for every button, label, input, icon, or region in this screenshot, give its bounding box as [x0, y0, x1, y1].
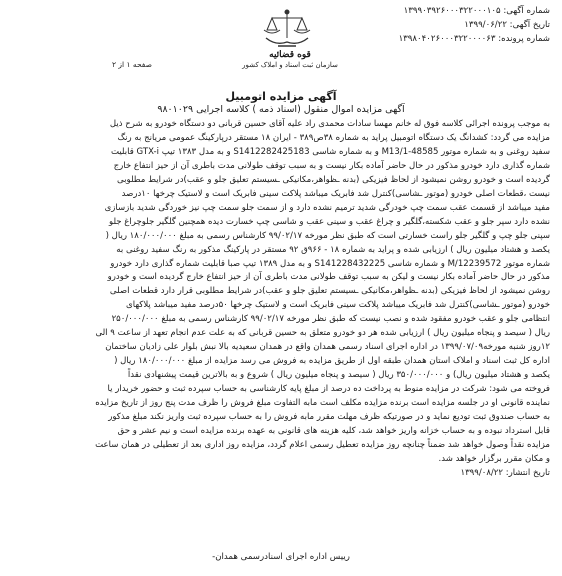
body-line: مذکور در حال حاضر آماده بکار نیست و لیکن به سبب توقف طولانی مدت باطری آن از حیز انتفاع خارج گردیده است و خودرو — [107, 272, 550, 283]
body-line: به موجب پرونده اجرائی کلاسه فوق له خانم مهسا سادات محمدی راد علیه آقای حسین قربانی دو دستگاه خودرو به شرح ذیل — [109, 119, 550, 129]
signature-line: رییس اداره اجرای اسنادرسمی همدان- — [212, 552, 350, 562]
body-line: نیست ،قطعات اصلی خودرو (موتور ـشاسی)کنترل شد فابریک میباشد پلاکت سینی فابریک است و لاستیک چرخها ۱۰درصد — [121, 188, 550, 199]
body-line: نشده دارد سپر جلو و عقب شکسته،گلگیر و چراغ عقب و سینی عقب و شاسی چپ خسارت دیده همچنین گلگیر جلوچراغ جلو — [109, 216, 550, 227]
notice-meta — [375, 4, 550, 46]
notice-number: شماره آگهی: ۱۳۹۹۰۳۹۲۶۰۰۰۳۲۲۰۰۰۱۰۵ — [403, 6, 550, 16]
body-line: قابل استرداد نبوده و به حساب خزانه واریز خواهد شد، کلیه هزینه های قانونی به عهده برنده مزایده است و نیم عشر و حق — [117, 425, 550, 436]
body-line: و مکان مقرر برگزار خواهد شد. — [438, 453, 550, 464]
notice-title: آگهی مزایده اتومبیل — [225, 90, 337, 103]
body-line: اداره کل ثبت اسناد و املاک استان همدان طبقه اول از طریق مزایده به فروش می رسد مزایده از مبلغ ۱۸۰/۰۰۰/۰۰۰ ریال ( — [114, 356, 550, 367]
body-line: مزایده می گردد: کشدانگ یک دستگاه اتومبیل پراید به شماره ۳۸ص۳۸۹ - ایران ۱۸ مستقر درپارکینگ عمومی مریانج به رنگ — [117, 132, 550, 143]
body-line: مزایده نقداً وصول خواهد شد ضمناً چنانچه روز مزایده تعطیل رسمی اعلام گردد، مزایده روز اداری بعد از تعطیلی در همان ساعت — [95, 439, 550, 450]
body-line: مفید میباشد از قسمت عقب سمت چپ خودرگی شدید ترمیم نشده دارد و از سمت جلو سمت چپ نیز خوردگی شدید بازسازی — [104, 202, 550, 213]
body-line: سپنی جلو چپ و گلگیر جلو راست خسارتی است که طبق نظر مورخه ۹۹/۰۲/۱۷ کارشناس رسمی به مبلغ ۱۸۰/۰۰۰/۰۰۰ ریال ( — [105, 230, 550, 241]
body-line: نماینده قانونی او در جلسه مزایده است برنده مزایده مکلف است مابه التفاوت مبلغ فروش را ظرف مدت پنج روز از تاریخ مزایده — [95, 398, 550, 409]
notice-date: تاریخ آگهی: ۱۳۹۹/۰۶/۲۲ — [464, 20, 550, 30]
notice-subtitle: آگهی مزایده اموال منقول (اسناد ذمه ) کلاسه اجرایی ۹۸۰۱۰۲۹ — [157, 104, 405, 115]
organization-line1: قوه قضائیه — [269, 50, 311, 60]
body-line: ۱۲روز شنبه مورخه۱۳۹۹/۰۷/۰۹ در اداره اجرای اسناد رسمی همدان واقع در همدان سعیدیه بالا نبش بلوار علی زادیان ساختمان — [105, 342, 550, 353]
judiciary-emblem-icon — [258, 8, 316, 50]
body-line: یکصد و هشتاد میلیون ریال ) ارزیابی شده و پراید به شماره ۱۸ - ۹۶۶ق ۹۲ مستقر در پارکینگ مذکور به رنگ سفید روغنی به — [116, 244, 550, 255]
body-line: تاریخ انتشار: ۱۳۹۹/۰۸/۲۲ — [460, 467, 550, 478]
body-line: به حساب صندوق ثبت تودیع نماید و در صورتیکه ظرف مهلت مقرر مابه فروش را به حساب سپرده ثبت واریز نکند مبلغ مذکور — [108, 412, 550, 423]
case-number: شماره پرونده: ۱۳۹۸۰۴۰۲۶۰۰۰۳۲۲۰۰۰۰۶۳ — [398, 34, 550, 44]
body-line: گردیده است و خودرو روشن نمیشود از لحاظ فیزیکی (بدنه ـظواهر،مکانیکی ـسیستم تعلیق جلو و عقب)در شرایط مطلوبی — [117, 174, 550, 185]
body-line: شماره موتور M/12239572 و شماره شاسی S141228432225 و به مدل ۱۳۸۹ تیپ صبا قابلیت شماره گذاری دارد خودرو — [110, 258, 550, 269]
body-line: فروخته می شود: شرکت در مزایده منوط به پرداخت ده درصد از مبلغ پایه کارشناسی به حساب سپرده ثبت و حضور خریدار یا — [107, 384, 550, 395]
organization-name — [235, 50, 345, 69]
organization-line2: سازمان ثبت اسناد و املاک کشور — [242, 61, 338, 69]
body-line: شماره گذاری دارد خودرو مذکور در حال حاضر آماده بکار نیست و به سبب توقف طولانی مدت باطری آن از حیز انتفاع خارج — [113, 160, 550, 171]
body-line: خودرو (موتور ـشاسی)کنترل شد فابریک میباشد پلاکت سینی فابریک است و لاستیک چرخها ۵۰درصد مفید میباشد پلاکهای — [126, 300, 550, 311]
body-line: انتظامی جلو و عقب خودرو مفقود شده و نصب نیست که طبق نظر مورخه ۹۹/۰۲/۱۷ کارشناس رسمی به مبلغ ۲۵۰/۰۰۰/۰۰۰ — [111, 314, 550, 325]
body-line: یکصد و هشتاد میلیون ریال) و ۳۵۰/۰۰۰/۰۰۰ ریال ( سیصد و پنجاه میلیون ریال ) شروع و به بالاترین قیمت پیشنهادی نقداً — [127, 370, 550, 381]
page-indicator: صفحه ۱ از ۲ — [112, 60, 152, 69]
body-line: سفید روغنی و به شماره موتور M13/1-48585 و به شماره شاسی S1412282425183 و به مدل ۱۳۸۳ تیپ GTX-i قابلیت — [110, 146, 550, 157]
notice-body — [12, 118, 550, 481]
body-line: روشن نمیشود از لحاظ فیزیکی (بدنه ـظواهر،مکانیکی ـسیستم تعلیق جلو و عقب)در شرایط مطلوبی قرار دارد قطعات اصلی — [109, 286, 550, 297]
body-line: ریال ( سیصد و پنجاه میلیون ریال ) ارزیابی شده هر دو خودرو متعلق به حسین قربانی که به علت عدم انجام تعهد از ساعت ۹ الی — [95, 328, 550, 339]
